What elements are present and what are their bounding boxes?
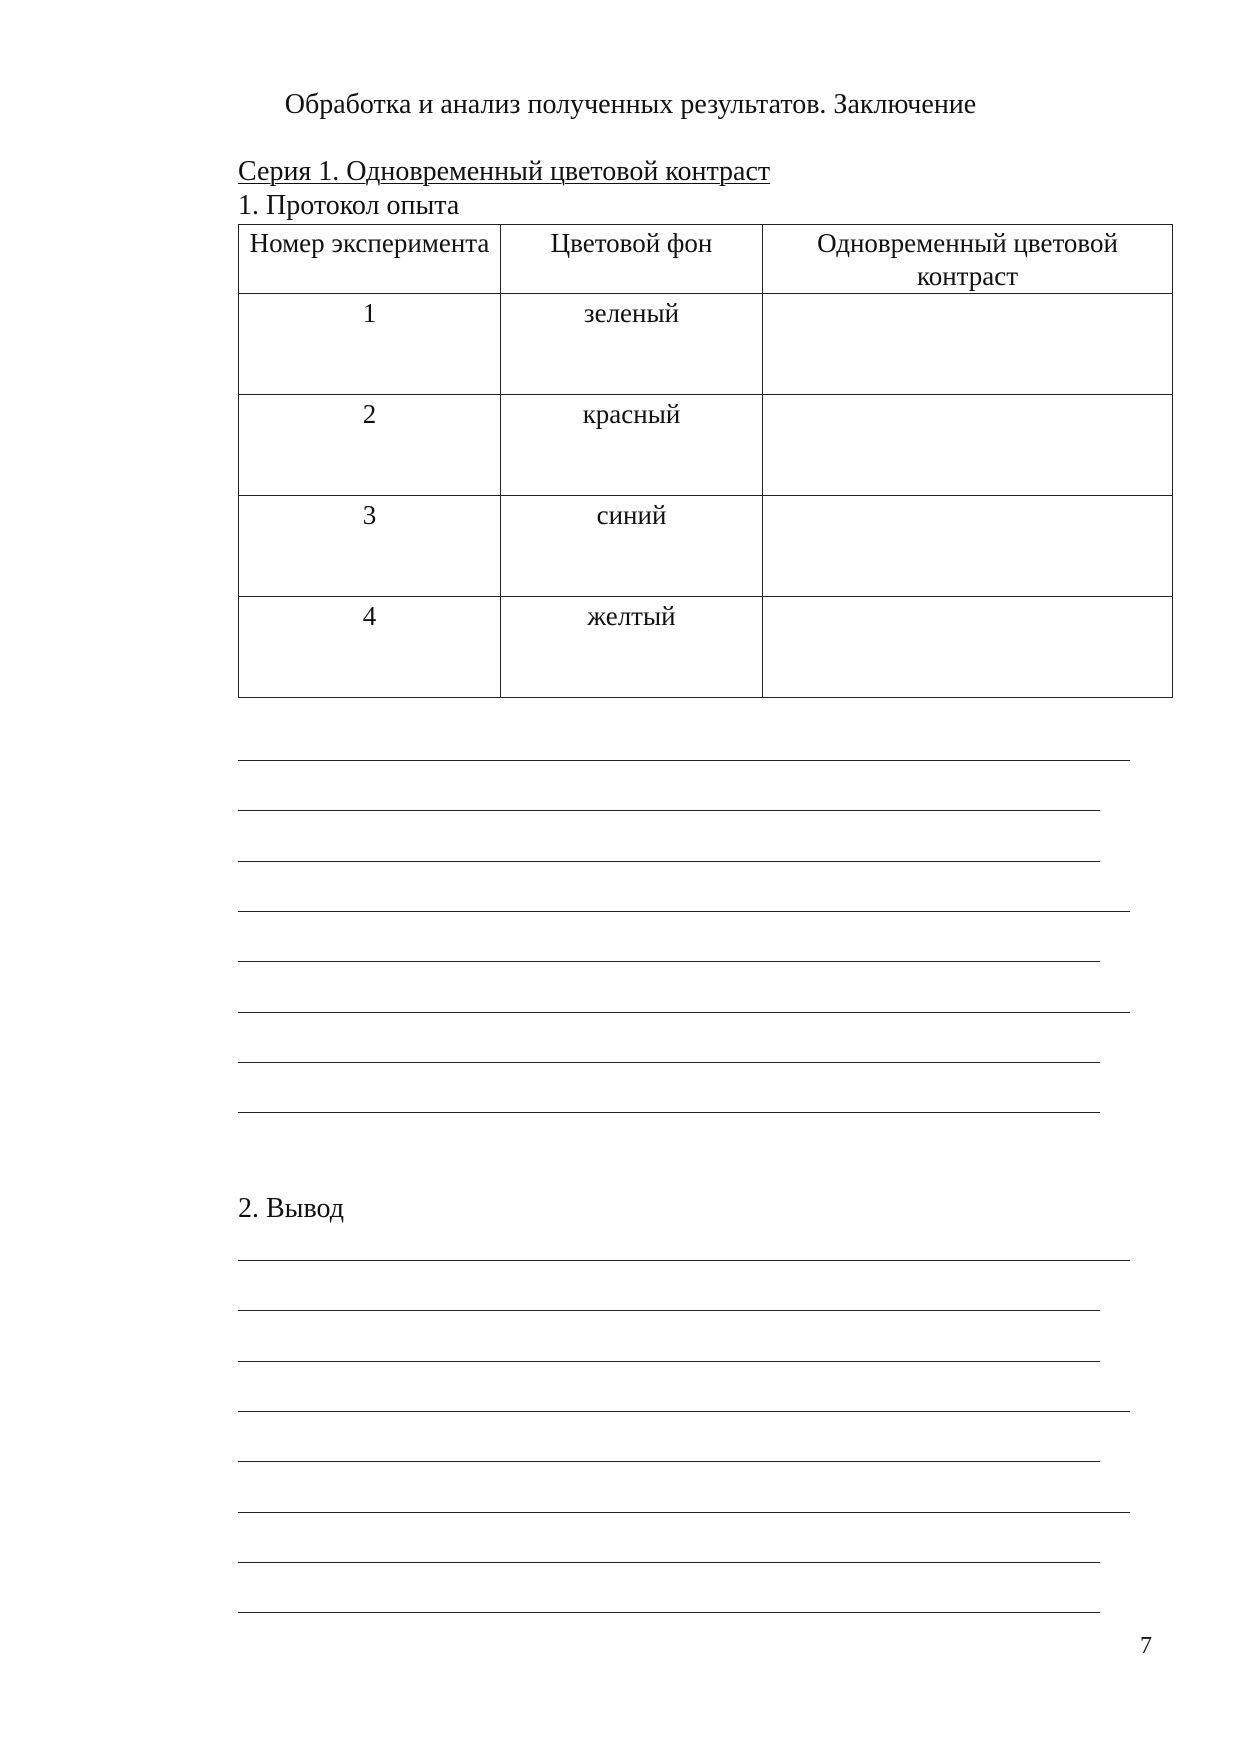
series-title: Серия 1. Одновременный цветовой контраст xyxy=(238,156,771,187)
conclusion-line[interactable] xyxy=(238,1411,1130,1412)
protocol-table xyxy=(238,224,1173,698)
protocol-notes-line[interactable] xyxy=(238,1062,1100,1063)
header-experiment-number: Номер эксперимента xyxy=(239,225,501,294)
protocol-notes-line[interactable] xyxy=(238,1012,1130,1013)
protocol-notes-line[interactable] xyxy=(238,810,1100,811)
cell-experiment-number: 2 xyxy=(239,395,501,496)
protocol-notes-line[interactable] xyxy=(238,911,1130,912)
conclusion-line[interactable] xyxy=(238,1512,1130,1513)
protocol-notes-line[interactable] xyxy=(238,1112,1100,1113)
cell-experiment-number: 1 xyxy=(239,294,501,395)
protocol-notes-line[interactable] xyxy=(238,760,1130,761)
cell-experiment-number: 3 xyxy=(239,496,501,597)
protocol-title: 1. Протокол опыта xyxy=(238,190,460,221)
cell-color-background: зеленый xyxy=(501,294,763,395)
conclusion-title: 2. Вывод xyxy=(238,1193,344,1224)
table-row xyxy=(239,294,1173,395)
cell-contrast-entry[interactable] xyxy=(763,597,1173,698)
cell-contrast-entry[interactable] xyxy=(763,294,1173,395)
cell-color-background: красный xyxy=(501,395,763,496)
page-number: 7 xyxy=(1140,1633,1152,1659)
conclusion-line[interactable] xyxy=(238,1461,1100,1462)
table-row xyxy=(239,597,1173,698)
cell-color-background: желтый xyxy=(501,597,763,698)
conclusion-line[interactable] xyxy=(238,1361,1100,1362)
conclusion-line[interactable] xyxy=(238,1310,1100,1311)
conclusion-line[interactable] xyxy=(238,1562,1100,1563)
cell-experiment-number: 4 xyxy=(239,597,501,698)
protocol-notes-line[interactable] xyxy=(238,861,1100,862)
header-simultaneous-contrast: Одновременный цветовой контраст xyxy=(763,225,1173,294)
table-row xyxy=(239,395,1173,496)
cell-color-background: синий xyxy=(501,496,763,597)
protocol-notes-line[interactable] xyxy=(238,961,1100,962)
conclusion-line[interactable] xyxy=(238,1260,1130,1261)
page-title: Обработка и анализ полученных результатов. Заключение xyxy=(284,89,977,120)
cell-contrast-entry[interactable] xyxy=(763,496,1173,597)
table-header-row xyxy=(239,225,1173,294)
conclusion-line[interactable] xyxy=(238,1612,1100,1613)
table-row xyxy=(239,496,1173,597)
header-color-background: Цветовой фон xyxy=(501,225,763,294)
cell-contrast-entry[interactable] xyxy=(763,395,1173,496)
